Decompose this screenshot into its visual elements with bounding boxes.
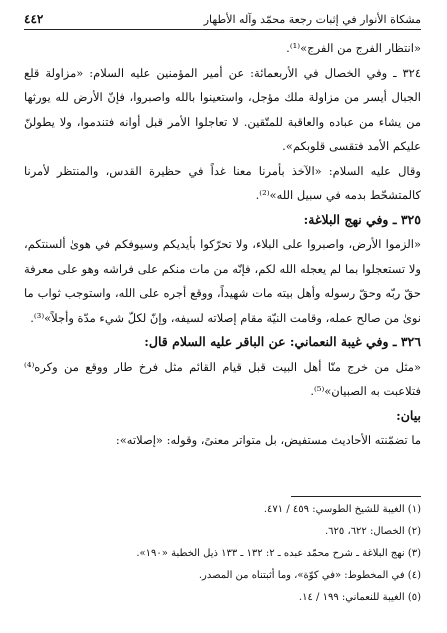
footnotes	[24, 496, 421, 609]
heading-326: ٣٢٦ ـ وفي غيبة النعماني: عن الباقر عليه السلام قال:	[144, 334, 421, 349]
footnote-1: (١) الغيبة للشيخ الطوسي: ٤٥٩ / ٤٧١.	[263, 504, 421, 515]
hadith-324: ٣٢٤ ـ وفي الخصال في الأربعمائة: عن أمير المؤمنين عليه السلام: «مزاولة قلع الجبال أيسر من مزاولة ملك مؤجل، واستعينوا بالله واصبروا، فإنّ الأرض لله يورثها من يشاء من عباده والعاقبة للمتّقين. لا تعاجلوا الأمر قبل أوانه فتندموا، ولا يطولنّ عليكم الأمد فتقسى قلوبكم».	[24, 65, 421, 153]
footnote-4: (٤) في المخطوط: «في كوّة»، وما أثبتناه من المصدر.	[198, 570, 421, 581]
footnote-divider	[291, 496, 421, 497]
footnote-2: (٢) الخصال: ٦٢٢، ٦٢٥.	[324, 526, 421, 537]
running-header	[24, 12, 421, 30]
paragraph-quote-2: وقال عليه السلام: «الآخذ بأمرنا معنا غداً في حظيرة القدس، والمنتظر لأمرنا كالمتشحّط بدمه في سبيل الله»⁽²⁾.	[24, 163, 421, 202]
running-title: مشكاة الأنوار في إثبات رجعة محمّد وآله الأطهار	[203, 13, 421, 26]
heading-325: ٣٢٥ ـ وفي نهج البلاغة:	[303, 211, 421, 227]
page-number: ٤٤٢	[24, 12, 44, 26]
hadith-325-text: «الزموا الأرض، واصبروا على البلاء، ولا تحرّكوا بأيديكم وسيوفكم في هوىٰ ألسنتكم، ولا تستعجلوا بما لم يعجله الله لكم، فإنّه من مات منكم على فراشه وهو على معرفة حقّ ربّه وحقّ رسوله وأهل بيته مات شهيداً، ووقع أجره على الله، واستوجب ثواب ما نوىٰ من صالح عمله، وقامت النيّة مقام إصلاته لسيفه، وإنّ لكلّ شيء مدّة وأجلاً»⁽³⁾.	[24, 237, 421, 325]
footnote-3: (٣) نهج البلاغة ـ شرح محمّد عبده ـ ٢: ١٣٢ ـ ١٣٣ ذيل الخطبة «١٩٠».	[136, 548, 421, 559]
paragraph-1: «انتظار الفرج من الفرج»⁽¹⁾.	[286, 41, 421, 55]
bayan-text: ما تضمّنته الأحاديث مستفيض، بل متواتر معنىً، وقوله: «إصلاته»:	[115, 433, 421, 447]
heading-bayan: بيان:	[396, 407, 421, 423]
footnote-5: (٥) الغيبة للنعماني: ١٩٩ / ١٤.	[298, 592, 421, 603]
hadith-326-text: «مثل من خرج منّا أهل البيت قبل قيام القائم مثل فرخ طار ووقع من وكره⁽⁴⁾ فتلاعبت به الصبيان»⁽⁵⁾.	[24, 359, 421, 398]
body-text	[24, 36, 421, 453]
